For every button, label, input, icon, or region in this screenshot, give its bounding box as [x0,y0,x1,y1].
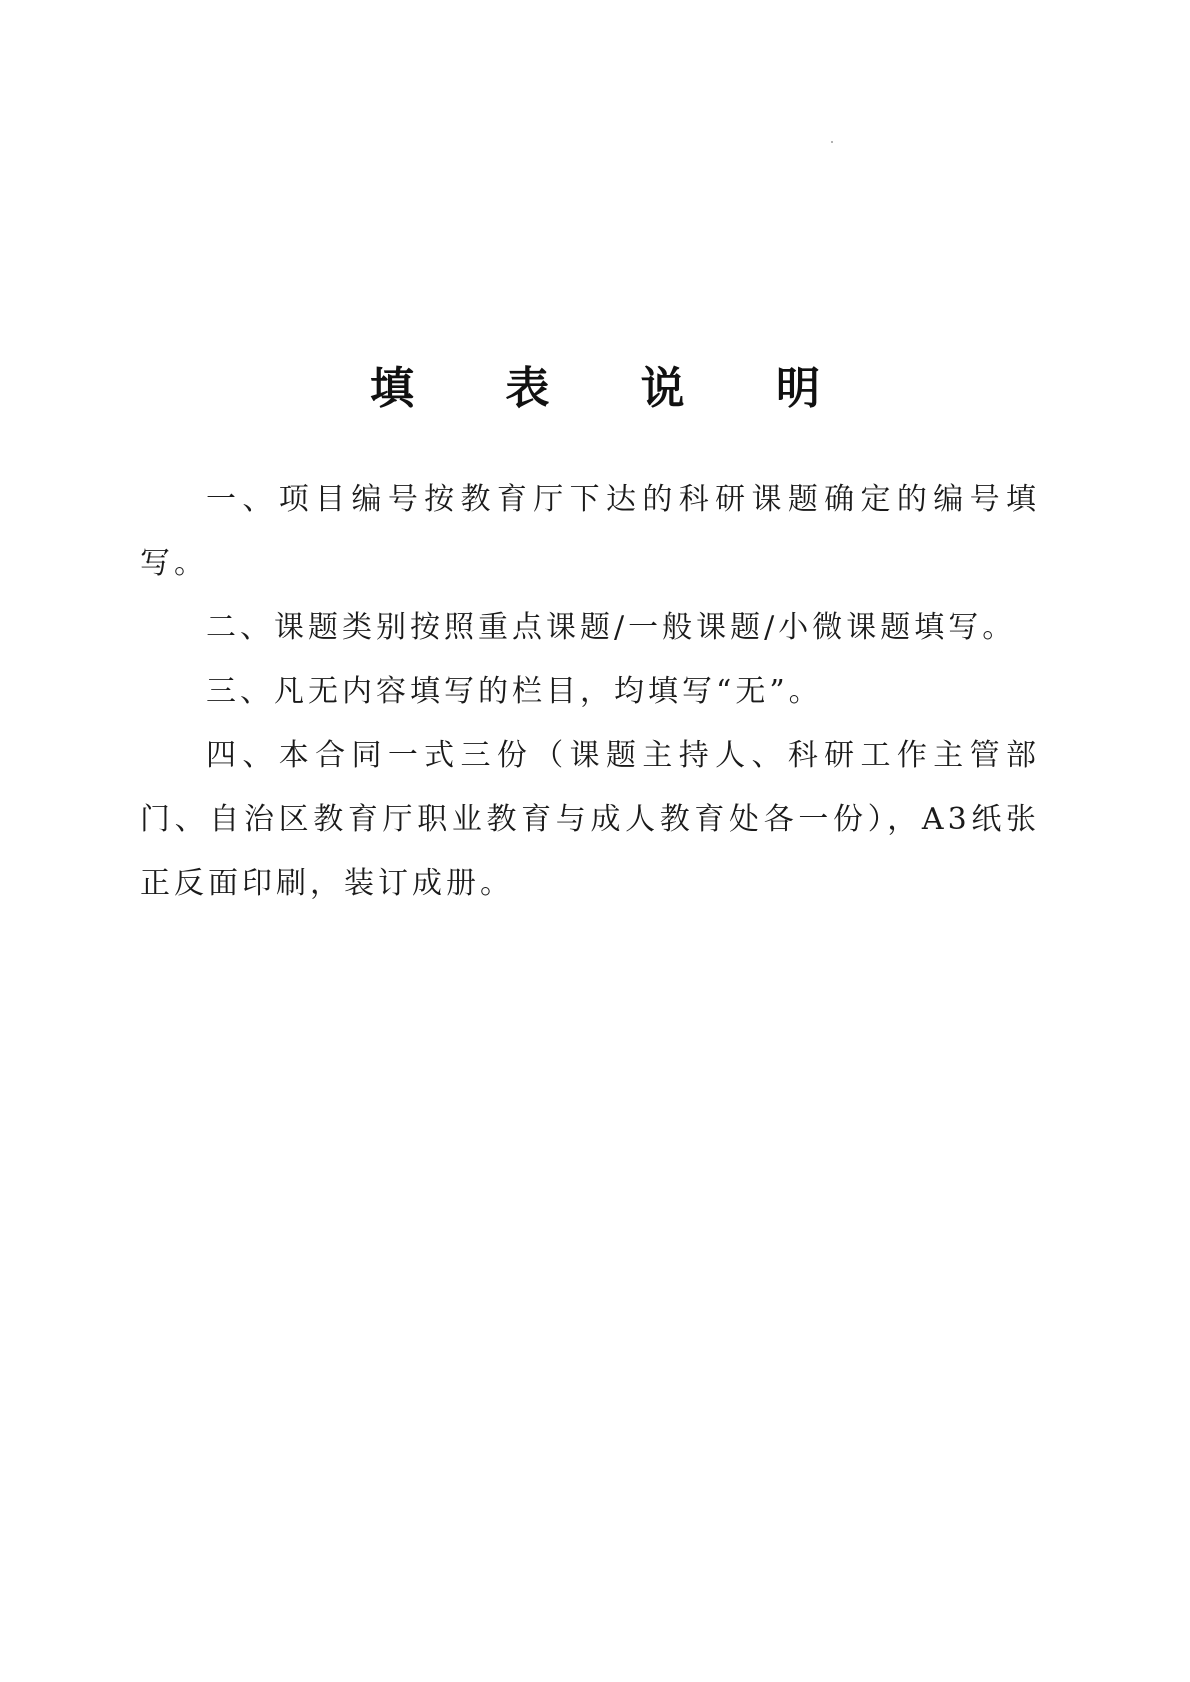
instruction-item-2: 二、课题类别按照重点课题/一般课题/小微课题填写。 [206,610,1017,645]
instruction-item-4: 四、本合同一式三份（课题主持人、科研工作主管部门、自治区教育厅职业教育与成人教育处各一份），A3纸张正反面印刷，装订成册。 [140,738,1040,901]
instruction-item-1: 一、项目编号按教育厅下达的科研课题确定的编号填写。 [140,482,1040,581]
document-title: 填 表 说 明 [370,363,858,415]
instruction-item-3: 三、凡无内容填写的栏目，均填写“无”。 [206,674,823,709]
instructions-list [140,468,1040,916]
scan-speck [831,141,833,143]
